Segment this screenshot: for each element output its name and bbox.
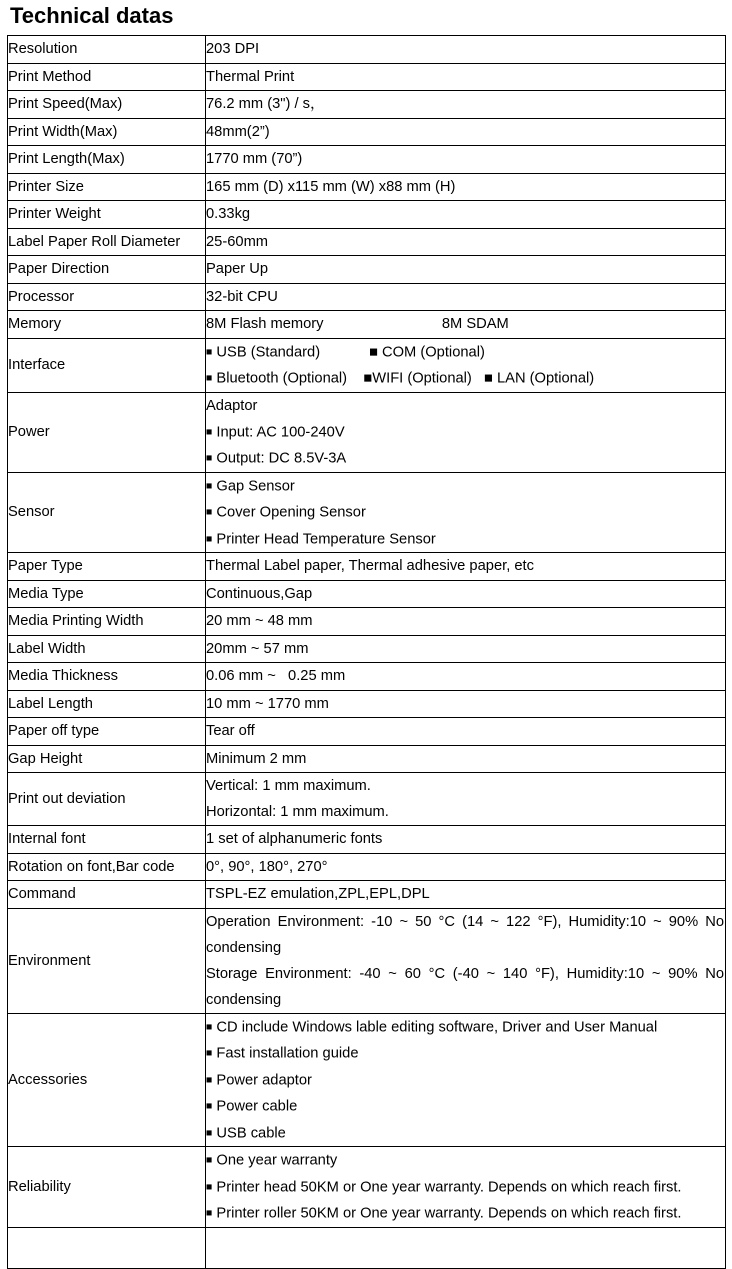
bullet-square-icon: ■ (206, 1020, 213, 1033)
table-row (8, 201, 726, 229)
table-row (8, 63, 726, 91)
bullet-square-icon: ■ (206, 479, 213, 492)
spec-label: Print Width(Max) (8, 118, 206, 146)
spec-value-line: 0°, 90°, 180°, 270° (206, 858, 328, 875)
spec-value-line: ■ Printer head 50KM or One year warranty. Depends on which reach first. (206, 1179, 682, 1195)
spec-label: Label Paper Roll Diameter (8, 228, 206, 256)
spec-value (206, 773, 726, 826)
table-row (8, 311, 726, 339)
spec-value (206, 283, 726, 311)
spec-label: Print Method (8, 63, 206, 91)
spec-label: Rotation on font,Bar code (8, 853, 206, 881)
spec-value-line: ■ USB (Standard) ■ COM (Optional) (206, 344, 485, 360)
table-row (8, 553, 726, 581)
spec-value-line: condensing (206, 991, 282, 1008)
spec-value-line: 32-bit CPU (206, 288, 278, 305)
bullet-square-icon: ■ (206, 1126, 213, 1139)
spec-value-line: Vertical: 1 mm maximum. (206, 778, 371, 794)
spec-value-line: 1 set of alphanumeric fonts (206, 831, 383, 848)
table-row (8, 580, 726, 608)
table-row (8, 472, 726, 553)
spec-label: Media Thickness (8, 663, 206, 691)
spec-label: Processor (8, 283, 206, 311)
spec-label: Resolution (8, 36, 206, 64)
spec-table (7, 35, 726, 1269)
spec-value (206, 853, 726, 881)
spec-label: Media Type (8, 580, 206, 608)
spec-value-line: TSPL-EZ emulation,ZPL,EPL,DPL (206, 886, 430, 903)
spec-value-line: 0.33kg (206, 206, 251, 223)
bullet-square-icon: ■ (206, 452, 213, 464)
table-row (8, 36, 726, 64)
spec-value (206, 690, 726, 718)
spec-label: Media Printing Width (8, 608, 206, 636)
spec-value-line: ■ CD include Windows lable editing software, Driver and User Manual (206, 1019, 658, 1035)
table-row (8, 1013, 726, 1147)
spec-value-line: 10 mm ~ 1770 mm (206, 695, 329, 712)
spec-value-line: 76.2 mm (3") / s， (206, 96, 325, 113)
spec-value-line: Adaptor (206, 397, 258, 414)
bullet-square-icon: ■ (206, 425, 213, 438)
spec-value-line: 0.06 mm ~ 0.25 mm (206, 668, 346, 685)
spec-value-line: Minimum 2 mm (206, 750, 307, 767)
table-row (8, 826, 726, 854)
spec-value (206, 36, 726, 64)
spec-value-line: 20 mm ~ 48 mm (206, 613, 313, 630)
bullet-square-icon: ■ (206, 1180, 213, 1193)
spec-value (206, 1147, 726, 1228)
spec-value-line: condensing (206, 939, 282, 956)
spec-value (206, 311, 726, 339)
table-row (8, 663, 726, 691)
table-row (8, 91, 726, 119)
spec-value (206, 1227, 726, 1268)
spec-value-line: Thermal Print (206, 68, 295, 85)
table-row (8, 745, 726, 773)
spec-label: Print out deviation (8, 773, 206, 826)
spec-value (206, 228, 726, 256)
spec-value-line: ■ Fast installation guide (206, 1045, 359, 1062)
document-page (0, 3, 732, 1222)
spec-value-line: Horizontal: 1 mm maximum. (206, 804, 389, 820)
spec-value-line: 1770 mm (70”) (206, 151, 303, 168)
spec-value (206, 908, 726, 1013)
spec-value-line: Tear off (206, 723, 255, 740)
spec-label: Label Width (8, 635, 206, 663)
spec-value (206, 338, 726, 392)
spec-label: Print Length(Max) (8, 146, 206, 174)
table-row (8, 881, 726, 909)
table-row (8, 853, 726, 881)
spec-label: Paper Direction (8, 256, 206, 284)
spec-label: Power (8, 392, 206, 472)
bullet-square-icon: ■ (206, 1207, 213, 1219)
spec-value-line: 165 mm (D) x115 mm (W) x88 mm (H) (206, 178, 456, 195)
spec-value (206, 201, 726, 229)
spec-value (206, 553, 726, 581)
spec-value-line: Paper Up (206, 261, 269, 278)
bullet-square-icon: ■ (206, 372, 213, 384)
spec-value (206, 63, 726, 91)
bullet-square-icon: ■ (206, 345, 213, 358)
spec-label: Printer Weight (8, 201, 206, 229)
table-row (8, 338, 726, 392)
bullet-square-icon: ■ (206, 506, 213, 518)
spec-value-line: ■ Bluetooth (Optional) ■WIFI (Optional) ■ LAN (Optional) (206, 370, 595, 387)
table-row (8, 718, 726, 746)
spec-value-line: ■ Printer roller 50KM or One year warranty. Depends on which reach first. (206, 1205, 682, 1222)
bullet-square-icon: ■ (206, 1154, 213, 1166)
spec-label: Memory (8, 311, 206, 339)
bullet-square-icon: ■ (206, 1047, 213, 1059)
spec-value-line: ■ Input: AC 100-240V (206, 424, 345, 440)
spec-label: Printer Size (8, 173, 206, 201)
spec-value (206, 118, 726, 146)
spec-value-line: 8M Flash memory 8M SDAM (206, 316, 509, 333)
spec-value-line: ■ Power adaptor (206, 1072, 312, 1088)
table-row (8, 908, 726, 1013)
spec-value-line: 20mm ~ 57 mm (206, 640, 309, 657)
spec-value-line: 25-60mm (206, 233, 269, 250)
table-row (8, 608, 726, 636)
table-row (8, 118, 726, 146)
spec-label: Internal font (8, 826, 206, 854)
bullet-square-icon: ■ (206, 1100, 213, 1112)
spec-value (206, 472, 726, 553)
spec-value-line: Storage Environment: -40 ~ 60 °C (-40 ~ 140 °F), Humidity:10 ~ 90% No (206, 965, 724, 982)
spec-value (206, 663, 726, 691)
spec-value (206, 173, 726, 201)
spec-label (8, 1227, 206, 1268)
page-title: Technical datas (10, 3, 174, 28)
spec-label: Interface (8, 338, 206, 392)
spec-value-line: Continuous,Gap (206, 585, 313, 602)
table-row (8, 773, 726, 826)
spec-label: Gap Height (8, 745, 206, 773)
spec-value (206, 91, 726, 119)
spec-label: Paper Type (8, 553, 206, 581)
spec-table-body (8, 36, 726, 1269)
spec-label: Label Length (8, 690, 206, 718)
spec-value (206, 256, 726, 284)
spec-value-line: ■ Power cable (206, 1098, 298, 1115)
spec-value (206, 608, 726, 636)
bullet-square-icon: ■ (206, 1073, 213, 1086)
table-row (8, 256, 726, 284)
spec-value-line: Operation Environment: -10 ~ 50 °C (14 ~ 122 °F), Humidity:10 ~ 90% No (206, 913, 724, 930)
spec-label: Environment (8, 908, 206, 1013)
spec-value (206, 745, 726, 773)
spec-value-line: ■ Printer Head Temperature Sensor (206, 531, 436, 547)
spec-label: Command (8, 881, 206, 909)
table-row (8, 1227, 726, 1268)
spec-value (206, 881, 726, 909)
table-row (8, 690, 726, 718)
table-row (8, 1147, 726, 1228)
spec-label: Accessories (8, 1013, 206, 1147)
table-row (8, 228, 726, 256)
spec-value (206, 392, 726, 472)
spec-label: Paper off type (8, 718, 206, 746)
table-row (8, 392, 726, 472)
spec-value (206, 635, 726, 663)
table-row (8, 146, 726, 174)
spec-label: Reliability (8, 1147, 206, 1228)
spec-value-line: ■ USB cable (206, 1125, 286, 1141)
spec-value (206, 580, 726, 608)
spec-value (206, 718, 726, 746)
spec-value (206, 1013, 726, 1147)
spec-value-line: ■ Gap Sensor (206, 478, 295, 494)
spec-value (206, 146, 726, 174)
spec-label: Print Speed(Max) (8, 91, 206, 119)
table-row (8, 283, 726, 311)
table-row (8, 173, 726, 201)
spec-label: Sensor (8, 472, 206, 553)
spec-value-line: ■ Output: DC 8.5V-3A (206, 450, 347, 467)
spec-value-line: 48mm(2”) (206, 123, 270, 140)
spec-value (206, 826, 726, 854)
spec-value-line: ■ One year warranty (206, 1152, 338, 1169)
spec-value-line: ■ Cover Opening Sensor (206, 504, 366, 521)
spec-value-line: 203 DPI (206, 41, 260, 58)
table-row (8, 635, 726, 663)
spec-value-line: Thermal Label paper, Thermal adhesive paper, etc (206, 558, 534, 575)
bullet-square-icon: ■ (206, 532, 213, 545)
